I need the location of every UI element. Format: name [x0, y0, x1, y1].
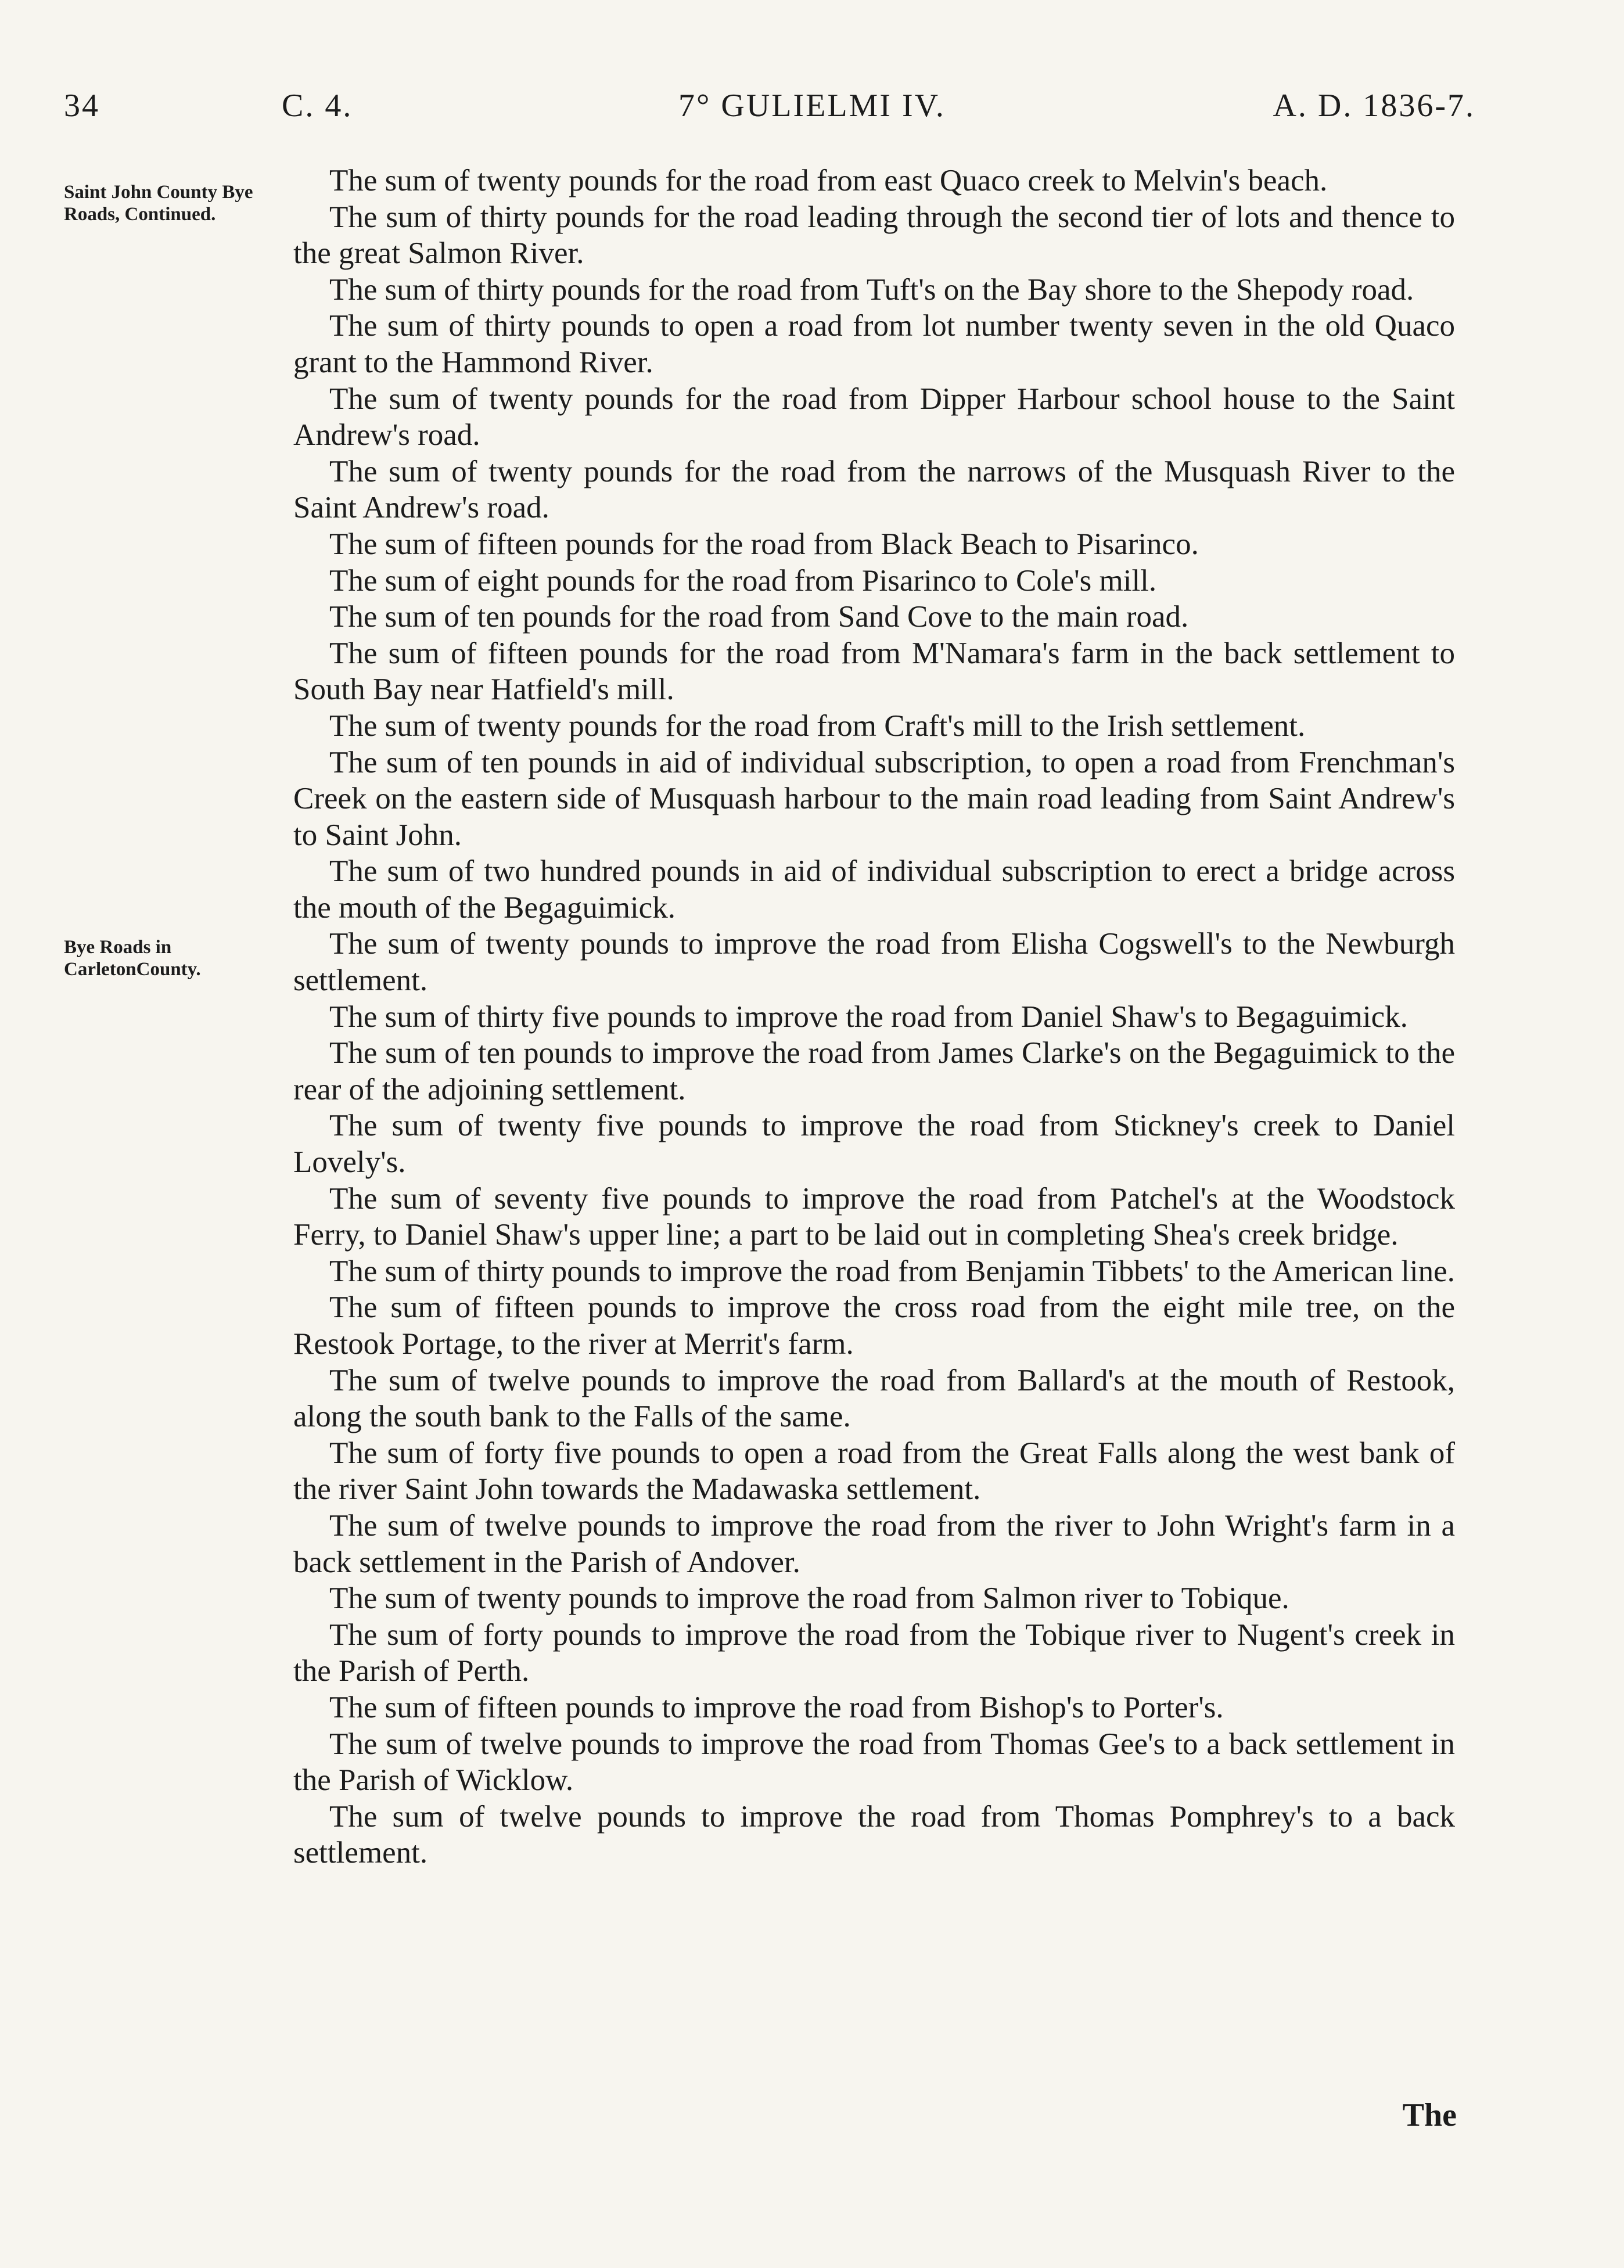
paragraph: The sum of twelve pounds to improve the road from Thomas Pomphrey's to a back settlement.	[293, 1799, 1455, 1870]
paragraph: The sum of thirty pounds to improve the road from Benjamin Tibbets' to the American line.	[329, 1254, 1455, 1288]
paragraph: The sum of eight pounds for the road from Pisarinco to Cole's mill.	[329, 563, 1157, 598]
paragraph: The sum of thirty pounds for the road leading through the second tier of lots and thence to the great Salmon River.	[293, 200, 1455, 271]
paragraph: The sum of twelve pounds to improve the road from the river to John Wright's farm in a back settlement in the Parish of Andover.	[293, 1508, 1455, 1579]
regnal-year: 7° GULIELMI IV.	[678, 88, 946, 124]
paragraph: The sum of ten pounds to improve the road from James Clarke's on the Begaguimick to the rear of the adjoining settlement.	[293, 1036, 1455, 1106]
paragraph: The sum of seventy five pounds to improve the road from Patchel's at the Woodstock Ferry, to Daniel Shaw's upper line; a part to be laid out in completing Shea's creek bridge.	[293, 1181, 1455, 1252]
paragraph: The sum of twenty pounds for the road from Craft's mill to the Irish settlement.	[329, 709, 1306, 743]
catchword: The	[1402, 2097, 1457, 2133]
page-number: 34	[64, 88, 100, 124]
paragraph: The sum of forty five pounds to open a road from the Great Falls along the west bank of the river Saint John towards the Madawaska settlement.	[293, 1436, 1455, 1507]
paragraph: The sum of forty pounds to improve the road from the Tobique river to Nugent's creek in the Parish of Perth.	[293, 1618, 1455, 1688]
paragraph: The sum of thirty pounds for the road from Tuft's on the Bay shore to the Shepody road.	[329, 272, 1414, 307]
paragraph: The sum of twenty pounds to improve the road from Salmon river to Tobique.	[329, 1582, 1289, 1616]
paragraph: The sum of two hundred pounds in aid of individual subscription to erect a bridge across the mouth of the Begaguimick.	[293, 854, 1455, 925]
body-text	[293, 163, 1455, 1871]
paragraph: The sum of twelve pounds to improve the road from Thomas Gee's to a back settlement in the Parish of Wicklow.	[293, 1727, 1455, 1798]
paragraph: The sum of twenty pounds to improve the road from Elisha Cogswell's to the Newburgh settlement.	[293, 927, 1455, 998]
paragraph: The sum of twenty pounds for the road from Dipper Harbour school house to the Saint Andrew's road.	[293, 382, 1455, 452]
paragraph: The sum of twenty pounds for the road from the narrows of the Musquash River to the Saint Andrew's road.	[293, 454, 1455, 525]
anno-domini: A. D. 1836-7.	[1273, 88, 1475, 124]
paragraph: The sum of thirty five pounds to improve the road from Daniel Shaw's to Begaguimick.	[329, 1000, 1408, 1034]
paragraph: The sum of fifteen pounds for the road from M'Namara's farm in the back settlement to South Bay near Hatfield's mill.	[293, 636, 1455, 707]
paragraph: The sum of fifteen pounds to improve the road from Bishop's to Porter's.	[329, 1690, 1224, 1724]
margin-note-carleton: Bye Roads in CarletonCounty.	[64, 937, 201, 980]
paragraph: The sum of twenty pounds for the road from east Quaco creek to Melvin's beach.	[329, 164, 1328, 197]
paragraph: The sum of ten pounds in aid of individual subscription, to open a road from Frenchman's Creek on the eastern side of Musquash harbour to the main road leading from Saint Andrew's to Saint John.	[293, 745, 1455, 852]
paragraph: The sum of fifteen pounds for the road from Black Beach to Pisarinco.	[329, 527, 1199, 561]
chapter-number: C. 4.	[282, 88, 353, 124]
paragraph: The sum of ten pounds for the road from Sand Cove to the main road.	[329, 600, 1189, 634]
paragraph: The sum of fifteen pounds to improve the cross road from the eight mile tree, on the Restook Portage, to the river at Merrit's farm.	[293, 1291, 1455, 1361]
paragraph: The sum of twelve pounds to improve the road from Ballard's at the mouth of Restook, along the south bank to the Falls of the same.	[293, 1363, 1455, 1434]
paragraph: The sum of thirty pounds to open a road from lot number twenty seven in the old Quaco grant to the Hammond River.	[293, 309, 1455, 379]
margin-note-saint-john: Saint John County Bye Roads, Continued.	[64, 182, 253, 225]
running-header	[64, 87, 1475, 139]
paragraph: The sum of twenty five pounds to improve the road from Stickney's creek to Daniel Lovely's.	[293, 1109, 1455, 1180]
